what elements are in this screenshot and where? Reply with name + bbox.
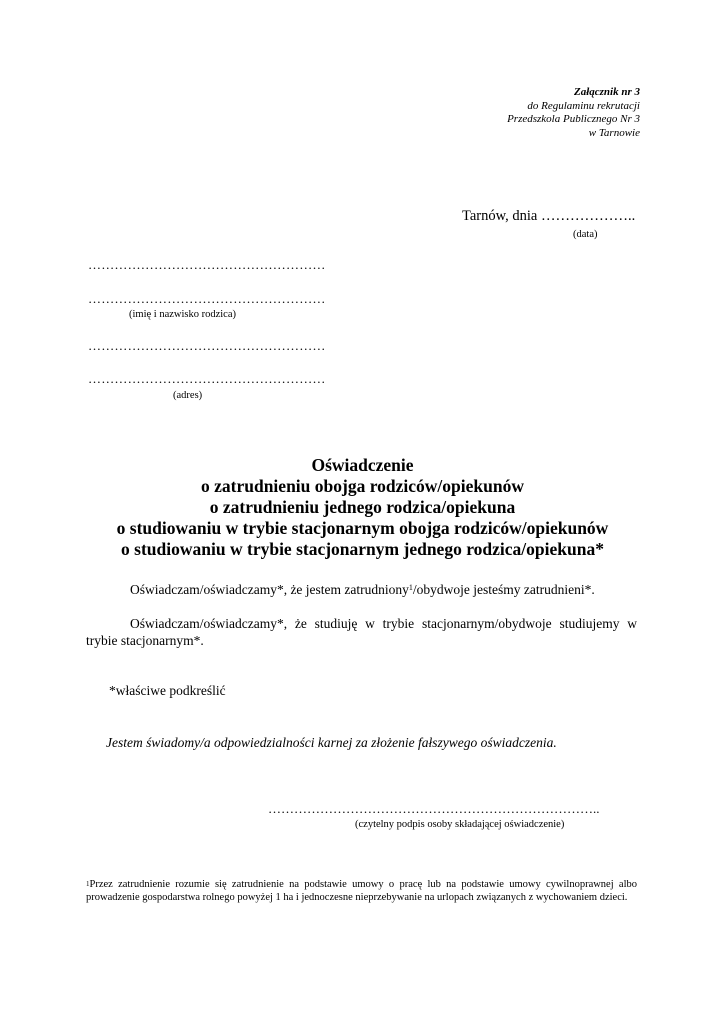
parent-name-line-1: ……………………………………………… (88, 257, 326, 272)
footnote-text: Przez zatrudnienie rozumie się zatrudnienie na podstawie umowy o pracę lub na podstawie umowy cywilnoprawnej albo prowadzenie gospodarstwa rolnego powyżej 1 ha i jednoczesne nieprzebywanie na urlopach związanych z wychowaniem dzieci. (86, 879, 637, 903)
signature-caption: (czytelny podpis osoby składającej oświadczenie) (355, 819, 565, 830)
annex-line-school: Przedszkola Publicznego Nr 3 (507, 113, 640, 125)
title-line-5: o studiowaniu w trybie stacjonarnym jednego rodzica/opiekuna* (121, 539, 604, 559)
underline-note: *właściwe podkreślić (109, 683, 226, 698)
title-line-4: o studiowaniu w trybie stacjonarnym obojga rodziców/opiekunów (116, 518, 609, 538)
footnote (86, 879, 637, 905)
statement-employment (86, 581, 637, 598)
title-line-3: o zatrudnieniu jednego rodzica/opiekuna (209, 497, 516, 517)
liability-declaration: Jestem świadomy/a odpowiedzialności karnej za złożenie fałszywego oświadczenia. (106, 735, 557, 750)
title-line-2: o zatrudnieniu obojga rodziców/opiekunów (201, 476, 524, 496)
annex-header (507, 86, 640, 140)
address-line-1: ……………………………………………… (88, 338, 326, 353)
annex-number: Załącznik nr 3 (573, 86, 640, 98)
annex-line-city: w Tarnowie (588, 126, 640, 139)
place-date-field: Tarnów, dnia ……………….. (462, 208, 636, 224)
document-title (0, 455, 725, 560)
footnote-marker: 1 (86, 880, 90, 888)
statement-employment-text-end: /obydwoje jesteśmy zatrudnieni*. (412, 582, 595, 597)
title-line-1: Oświadczenie (311, 455, 414, 475)
annex-line-regulation: do Regulaminu rekrutacji (527, 99, 640, 112)
parent-name-line-2: ……………………………………………… (88, 291, 326, 306)
footnote-ref: 1 (408, 583, 413, 592)
signature-line: ………………………………………………………………….. (268, 801, 600, 816)
address-line-2: ……………………………………………… (88, 371, 326, 386)
statement-employment-text: Oświadczam/oświadczamy*, że jestem zatrudniony (130, 582, 409, 597)
date-caption: (data) (573, 229, 598, 240)
statement-studies: Oświadczam/oświadczamy*, że studiuję w trybie stacjonarnym/obydwoje studiujemy w trybie stacjonarnym*. (86, 616, 637, 648)
parent-name-caption: (imię i nazwisko rodzica) (129, 309, 236, 320)
address-caption: (adres) (173, 390, 203, 401)
